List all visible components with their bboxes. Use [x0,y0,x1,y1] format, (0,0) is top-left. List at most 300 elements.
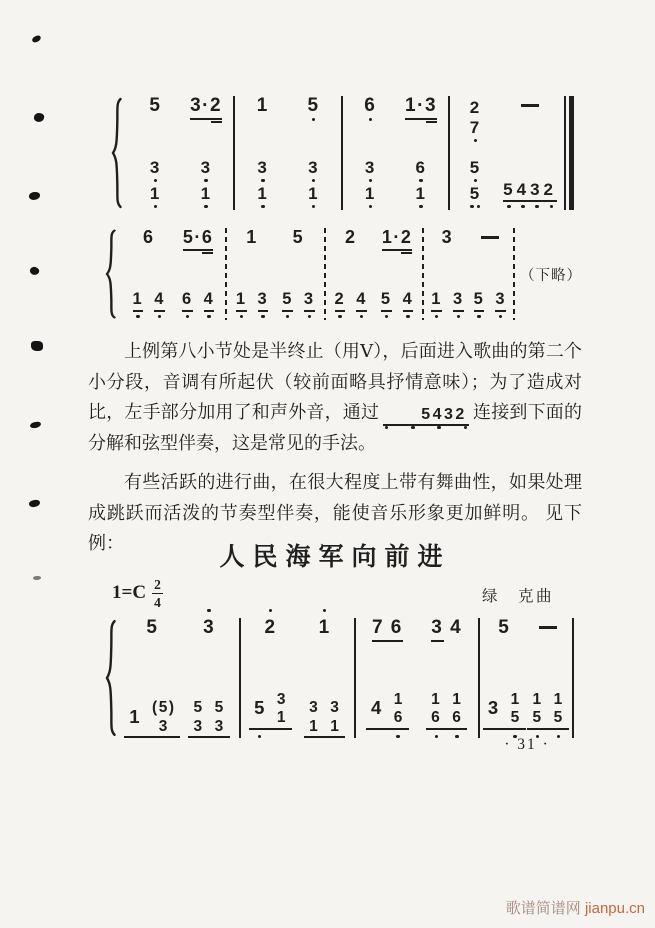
melody-row [370,618,405,670]
jianpu-cell [306,96,322,121]
chord-stack [470,96,481,142]
jianpu-cell [188,96,224,123]
jianpu-cell [429,689,443,726]
paragraph-text: 连接到下面的分解和弦型伴奏，这是常见的手法。 [88,402,582,453]
melody-row [291,228,307,274]
jianpu-cell [280,291,295,318]
octave-dot [499,315,502,318]
jianpu-cell [202,291,217,318]
note-digit: 1 [246,227,258,247]
system-brace [104,228,117,320]
barline [513,228,515,320]
chord-note [150,185,161,208]
jianpu-cell [131,291,146,318]
octave-dots-below [308,315,311,318]
octave-dot [464,426,467,429]
chord-note [215,700,225,716]
note-digit: 5 [292,227,305,247]
beam-underline-short [401,252,412,254]
measure [356,618,479,738]
paragraph-analysis [88,336,582,458]
octave-dots-below [207,315,210,318]
chord-note [193,719,203,735]
jianpu-cell [144,618,160,637]
inline-notation-digits: 5432 [421,406,467,423]
octave-dot [369,205,372,208]
note-digit: 1 [532,690,543,708]
note-digit: 1 [129,705,142,727]
octave-dots-below [406,315,409,318]
ellipsis-note: （下略） [520,267,582,284]
chord-note [330,719,340,735]
watermark-site-name: 歌谱简谱网 [505,900,585,917]
accomp-group [498,181,562,210]
octave-dots-below [258,735,261,738]
octave-dot [207,315,210,318]
jianpu-cell [150,697,177,734]
melody-row [468,96,483,156]
beat [358,618,417,738]
note-digit: 1 [132,290,144,309]
accomp-cells [465,156,486,210]
chord-note [308,185,319,208]
accomp-cells [469,291,511,320]
jianpu-cell [141,228,157,246]
note-digit: 5 [149,95,162,116]
melody-row [181,228,216,274]
chord-note [554,710,564,726]
octave-dot [457,315,460,318]
beam-underline [405,118,437,120]
beat [243,618,297,738]
jianpu-cell [275,689,289,726]
jianpu-cell [354,291,369,318]
note-digit: 5 [380,290,392,309]
accomp-group [188,697,229,738]
ink-speck [29,500,41,508]
jianpu-cell [501,181,559,208]
octave-dots-below [369,205,372,208]
octave-dots-below [419,205,422,208]
octave-dot [396,735,399,738]
chord-note [470,185,481,208]
octave-dot [369,118,372,121]
meter-denominator: 4 [154,594,161,610]
beam-underline [304,310,315,312]
system-brace [104,618,117,738]
accomp-cells [303,156,324,210]
beat [275,228,321,320]
composer-credit: 绿 克曲 [482,588,555,605]
beat [426,228,468,320]
chord-stack [215,697,225,734]
chord-stack [309,697,319,734]
measure [450,96,564,210]
chord-note [416,159,427,182]
watermark [506,897,645,918]
melody-row [244,228,260,274]
octave-dot [477,205,480,208]
octave-dots [385,426,467,429]
note-digit: 3 [200,158,212,178]
melody-row [496,618,512,670]
beam-underline [356,310,367,312]
jianpu-cell [440,228,456,246]
jianpu-cell [199,156,214,208]
melody-row [440,228,456,274]
measure [343,96,448,210]
jianpu-cell [363,156,378,208]
octave-dot [261,179,264,182]
octave-dot [455,735,458,738]
note-digit: 1 [393,690,404,708]
beat [417,618,476,738]
jianpu-cell [486,699,502,718]
octave-dot [521,205,524,208]
beat [396,96,447,210]
jianpu-cell [472,291,487,318]
beat [181,96,232,210]
beat [526,618,570,738]
octave-dot [419,205,422,208]
octave-dot [406,315,409,318]
note-digit: 4 [402,290,414,309]
beat [124,618,181,738]
chord-stack [277,689,287,726]
octave-dot [474,139,477,142]
accomp-group [426,689,467,738]
measure [326,228,423,320]
chord-note [159,719,169,735]
melody-row [362,96,378,156]
jianpu-cell [291,228,307,246]
octave-dots-above [317,609,333,612]
octave-dot [258,735,261,738]
octave-dot [312,118,315,121]
jianpu-cell [379,291,394,318]
note-digit: 5432 [503,179,557,199]
jianpu-cell [401,291,416,318]
chord-note [431,710,441,726]
jianpu-cell [429,291,444,318]
note-digit: 1·2 [381,227,413,247]
chord-stack [365,156,376,208]
note-digit: (5) [152,699,176,716]
note-digit: 4 [203,290,215,309]
note-digit: 6 [431,709,442,727]
jianpu-cell [328,697,342,734]
meter-numerator: 2 [154,577,161,592]
octave-dot [323,609,326,612]
jianpu-cell [307,697,321,734]
key-signature [112,577,163,608]
chord-note [470,159,481,182]
group-dot-slot [447,732,468,738]
chord-note [365,159,376,182]
note-digit: 6 [452,709,463,727]
jianpu-cell [370,618,405,642]
octave-dot [261,205,264,208]
accomp-cells [304,697,345,738]
octave-dot [470,205,473,208]
melody-row [262,618,278,670]
note-digit: 1 [235,290,247,309]
group-dot-slot [271,732,292,738]
jianpu-cell [256,291,271,318]
chord-note [193,700,203,716]
note-digit: 1 [431,690,442,708]
accomp-group [360,156,381,210]
octave-dots-below [261,205,264,208]
beat [124,228,173,320]
ink-speck [33,112,45,123]
jianpu-cell [244,228,260,246]
accomp-group [177,291,219,320]
note-digit: 1 [309,717,320,735]
octave-dots-below [158,315,161,318]
accomp-group [469,291,511,320]
accomp-group [376,291,418,320]
stave-song-line-1 [104,618,574,738]
paragraph-text: 有些活跃的进行曲，在很大程度上带有舞曲性，如果处理成跳跃而活泼的节奏型伴奏，能使音乐形象更加鲜明。 见下例： [88,472,582,553]
chord-note [452,710,462,726]
ink-speck [33,576,41,580]
octave-dots-below [186,315,189,318]
chord-stack [193,697,203,734]
chord-note [257,159,268,182]
octave-dot [385,426,388,429]
octave-dot [550,205,553,208]
chord-note [309,719,319,735]
note-digit: 5 [282,290,293,309]
beat [374,228,420,320]
accomp-cells [426,291,468,320]
octave-dots-below [499,315,502,318]
accomp-cells [376,291,418,320]
jianpu-cell [252,699,268,718]
note-digit: 6 [364,95,377,116]
jianpu-cell [317,618,333,637]
note-digit: 1 [308,184,320,204]
note-digit: 3 [158,717,169,735]
note-digit: 7 [469,118,481,137]
note-digit: 3 [364,158,376,178]
octave-dots-below [312,205,315,208]
accomp-group [128,291,170,320]
melody-row [255,96,271,156]
octave-dot [535,205,538,208]
note-digit: 5 [532,709,543,727]
octave-dots-below [474,139,477,142]
note-digit: 5 [146,617,159,638]
jianpu-cell [148,156,163,208]
chord-note [365,185,376,208]
octave-dots-below [435,735,438,738]
accomp-cells [145,156,166,210]
chord-note [150,159,161,182]
jianpu-cell [362,96,378,121]
jianpu-cell [180,291,195,318]
chord-note [554,692,564,708]
beam-underline-short [426,121,438,123]
measure [241,618,353,738]
accomp-group [483,689,526,738]
note-digit: 1 [510,690,521,708]
octave-dots-below [240,315,243,318]
accomp-group [330,291,372,320]
measures [128,96,574,210]
jianpu-cell [450,689,464,726]
melody-row [144,618,160,670]
octave-dot [385,315,388,318]
octave-dots-below [457,315,460,318]
final-barline [564,96,574,210]
octave-dots-above [262,609,278,612]
note-digit: 3 [257,290,269,309]
note-digit: 5 [553,709,564,727]
inline-notation-5432 [383,407,469,426]
octave-dot [204,179,207,182]
melody-row [343,228,359,274]
chord-note [394,692,404,708]
jianpu-cell [403,96,439,123]
octave-dot [240,315,243,318]
chord-note [330,700,340,716]
chord-note [309,700,319,716]
chord-stack [532,689,542,726]
octave-dots-below [312,179,315,182]
note-digit: 3 [276,690,287,708]
measure [227,228,324,320]
jianpu-cell [509,689,523,726]
note-digit: 3 [330,699,341,716]
jianpu-cell [343,228,359,246]
octave-dots-below [136,315,139,318]
chord-note [257,185,268,208]
octave-dot [312,205,315,208]
accomp-cells [249,689,292,730]
group-dots [426,732,467,738]
ink-speck [29,192,40,200]
jianpu-cell [429,618,464,642]
beam-underline [495,310,506,312]
beam-underline-short [211,121,223,123]
octave-dots-below [154,205,157,208]
note-digit: 3 [452,290,464,309]
sustain-dash [481,236,499,239]
note-digit: 1 [276,709,287,727]
octave-dots-below [261,179,264,182]
melody-row [519,96,541,156]
octave-dots-below [474,179,477,182]
octave-dots-below [204,205,207,208]
note-digit: 3 [214,717,225,735]
accomp-cells [426,689,467,730]
melody-row [479,228,501,274]
octave-dots-below [470,205,480,208]
jianpu-cell [201,618,217,637]
measures [122,618,574,738]
accomp-cells [330,291,372,320]
time-signature [152,578,163,609]
beam-underline-short [202,252,213,254]
octave-dot [207,609,210,612]
octave-dot [338,315,341,318]
chord-stack [330,697,340,734]
jianpu-cell [213,697,227,734]
note-digit: 3 [495,290,506,309]
chord-stack [511,689,521,726]
accomp-group [465,156,486,210]
melody-row [317,618,333,670]
stave-example-ending-melody-accomp [110,96,574,210]
beat [298,618,352,738]
chord-stack [394,689,404,726]
measure [480,618,572,738]
melody-row [188,96,224,156]
octave-dot [186,315,189,318]
note-digit: 1 [431,290,442,309]
note-digit: 7 6 [371,617,403,638]
jianpu-cell [537,618,559,629]
beam-underline [258,310,269,312]
note-digit: 5 [469,184,481,204]
accomp-cells [366,689,409,730]
note-digit: 2 [469,98,481,117]
octave-dots-below [503,205,557,208]
note-digit: 6 [181,290,193,309]
accomp-cells [128,291,170,320]
jianpu-cell [302,291,317,318]
note-digit: 5 [498,617,511,638]
chord-note [532,710,542,726]
octave-dots-below [338,315,341,318]
note-digit: 1 [257,184,269,204]
accomp-cells [196,156,217,210]
octave-dot [369,179,372,182]
chord-stack [470,156,481,208]
stave-example-continuation [104,228,582,320]
octave-dot [360,315,363,318]
accomp-cells [231,291,273,320]
note-digit: 3 [303,290,315,309]
watermark-domain[interactable]: jianpu.cn [584,900,645,917]
note-digit: 6 [415,158,427,178]
beam-underline [183,249,214,251]
measure [128,96,233,210]
octave-dots-below [154,179,157,182]
chord-stack [554,689,564,726]
beam-underline [190,118,222,120]
beat [173,228,222,320]
beam-underline [381,310,392,312]
melody-row [537,618,559,670]
octave-dot [435,315,438,318]
note-digit: 5 [214,699,225,716]
jianpu-cell [479,228,501,239]
accomp-group [303,156,324,210]
barline [572,618,574,738]
ink-speck [29,265,41,276]
jianpu-cell [255,96,271,115]
chord-stack [431,689,441,726]
octave-dot [154,205,157,208]
octave-dot [411,426,414,429]
accomp-group [196,156,217,210]
system-brace [110,96,123,210]
note-digit: 6 [142,227,155,247]
jianpu-cell [414,156,429,208]
